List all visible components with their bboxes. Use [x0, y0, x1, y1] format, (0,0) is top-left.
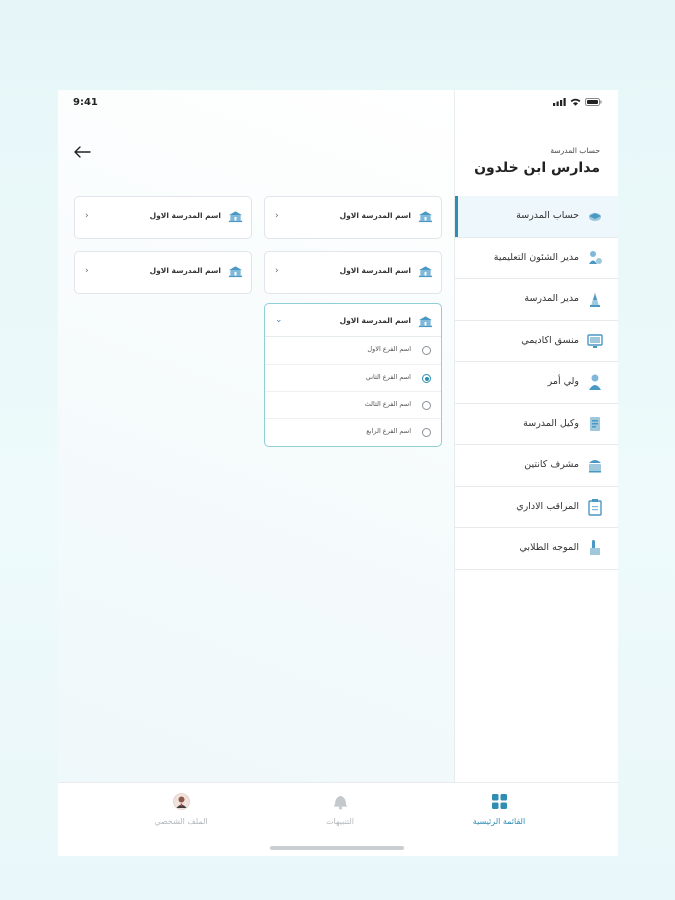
chevron-right-icon: ›	[85, 266, 89, 276]
school-card[interactable]	[74, 251, 252, 294]
sidebar-item-label: مشرف كانتين	[524, 459, 579, 470]
account-caption: حساب المدرسة	[550, 146, 600, 155]
app-window	[58, 90, 618, 856]
avatar-icon	[173, 793, 190, 810]
sidebar-menu	[455, 196, 618, 570]
chevron-right-icon: ›	[85, 211, 89, 221]
school-card[interactable]	[264, 251, 442, 294]
status-time: 9:41	[73, 97, 98, 108]
canteen-supervisor-icon	[587, 456, 603, 474]
chevron-right-icon: ›	[275, 211, 279, 221]
sidebar-item-label: مدير المدرسة	[524, 293, 579, 304]
sidebar-item-label: حساب المدرسة	[516, 210, 579, 221]
tab-main-menu[interactable]	[439, 783, 559, 843]
sidebar-item-academic-coordinator[interactable]	[455, 321, 618, 363]
tab-label: التنبيهات	[326, 817, 354, 826]
school-icon	[418, 314, 433, 328]
wifi-icon	[570, 98, 581, 106]
school-card[interactable]	[74, 196, 252, 239]
school-card-expanded	[264, 303, 442, 447]
sidebar	[454, 90, 618, 782]
school-card-label: اسم المدرسة الاول	[339, 211, 411, 220]
school-icon	[228, 209, 243, 223]
branch-label: اسم الفرع الاول	[367, 345, 411, 353]
education-director-icon	[587, 249, 603, 267]
grid-icon	[491, 793, 508, 810]
sidebar-item-label: ولي أمر	[547, 376, 579, 387]
chevron-right-icon: ›	[275, 266, 279, 276]
school-card-label: اسم المدرسة الاول	[339, 316, 411, 325]
student-counselor-icon	[587, 539, 603, 557]
home-indicator	[270, 846, 404, 850]
branch-radio[interactable]	[422, 428, 431, 437]
signal-icon	[553, 98, 566, 106]
sidebar-item-education-director[interactable]	[455, 238, 618, 280]
school-card[interactable]	[264, 196, 442, 239]
vice-principal-icon	[587, 415, 603, 433]
principal-icon	[587, 290, 603, 308]
admin-monitor-icon	[587, 498, 603, 516]
sidebar-item-canteen-supervisor[interactable]	[455, 445, 618, 487]
school-card-label: اسم المدرسة الاول	[339, 266, 411, 275]
status-icons	[553, 98, 602, 106]
school-icon	[418, 264, 433, 278]
battery-icon	[585, 98, 602, 106]
branch-radio-selected[interactable]	[422, 374, 431, 383]
school-icon	[418, 209, 433, 223]
school-account-icon	[587, 207, 603, 225]
branch-label: اسم الفرع الرابع	[366, 427, 411, 435]
branch-radio[interactable]	[422, 346, 431, 355]
sidebar-item-label: الموجه الطلابي	[519, 542, 579, 553]
sidebar-item-vice-principal[interactable]	[455, 404, 618, 446]
bell-icon	[332, 793, 349, 810]
guardian-icon	[587, 373, 603, 391]
school-account-name: مدارس ابن خلدون	[474, 160, 600, 176]
sidebar-item-guardian[interactable]	[455, 362, 618, 404]
tab-bar	[58, 782, 618, 856]
chevron-down-icon: ⌄	[275, 315, 283, 325]
school-icon	[228, 264, 243, 278]
school-card-label: اسم المدرسة الاول	[149, 266, 221, 275]
tab-notifications[interactable]	[280, 783, 400, 843]
branch-option[interactable]	[265, 418, 441, 445]
school-card-label: اسم المدرسة الاول	[149, 211, 221, 220]
tab-label: القائمة الرئيسية	[472, 817, 526, 826]
sidebar-item-label: وكيل المدرسة	[523, 417, 579, 429]
branch-option[interactable]	[265, 364, 441, 391]
branch-label: اسم الفرع الثالث	[364, 400, 411, 408]
tab-profile[interactable]	[121, 783, 241, 843]
sidebar-item-label: مدير الشئون التعليمية	[493, 251, 579, 263]
branch-radio[interactable]	[422, 401, 431, 410]
sidebar-item-school-account[interactable]	[455, 196, 618, 238]
sidebar-item-student-counselor[interactable]	[455, 528, 618, 570]
sidebar-item-label: منسق اكاديمي	[521, 334, 579, 346]
branch-option[interactable]	[265, 337, 441, 364]
status-bar	[58, 90, 618, 116]
branch-label: اسم الفرع الثاني	[365, 373, 411, 381]
sidebar-item-admin-monitor[interactable]	[455, 487, 618, 529]
branch-option[interactable]	[265, 391, 441, 418]
tab-label: الملف الشخصي	[154, 817, 208, 826]
main-content	[58, 90, 454, 782]
school-card-header[interactable]	[265, 304, 441, 337]
sidebar-item-principal[interactable]	[455, 279, 618, 321]
academic-coordinator-icon	[587, 332, 603, 350]
back-arrow-icon[interactable]	[72, 142, 92, 162]
sidebar-item-label: المراقب الاداري	[516, 500, 579, 512]
